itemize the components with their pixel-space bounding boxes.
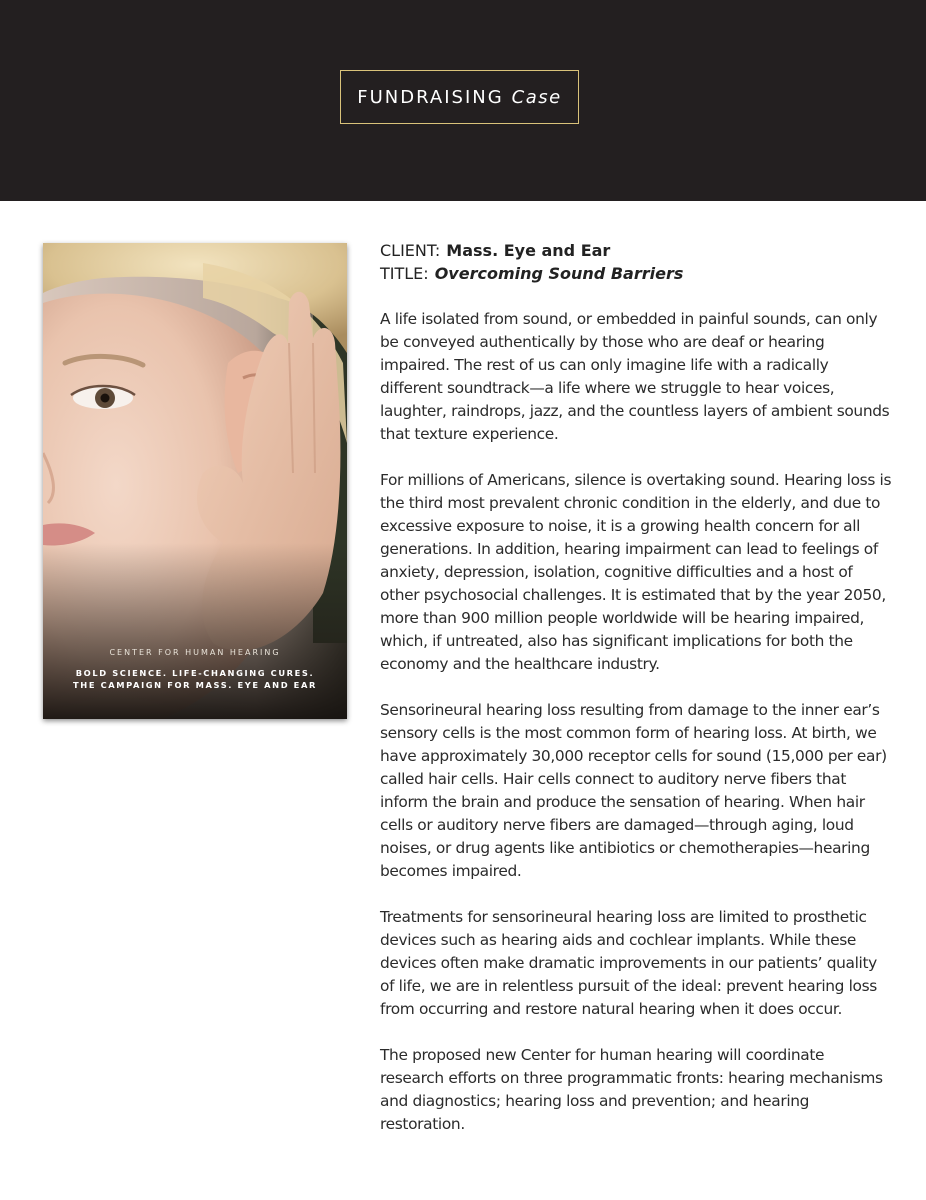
cover-tagline-line1: BOLD SCIENCE. LIFE-CHANGING CURES. (75, 668, 315, 678)
case-body-text (380, 308, 892, 1159)
brochure-cover-image (43, 243, 347, 719)
client-value: Mass. Eye and Ear (446, 241, 611, 260)
body-paragraph: The proposed new Center for human hearing will coordinate research efforts on three programmatic fronts: hearing mechanisms and diagnostics; hearing loss and prevention; and hearing restoration. (380, 1046, 883, 1133)
body-paragraph: For millions of Americans, silence is overtaking sound. Hearing loss is the third most prevalent chronic condition in the elderly, and due to excessive exposure to noise, it is a growing health concern for all generations. In addition, hearing impairment can lead to feelings of anxiety, depression, isolation, cognitive difficulties and a host of other psychosocial challenges. It is estimated that by the year 2050, more than 900 million people worldwide will be hearing impaired, which, if untreated, also has significant implications for both the economy and the healthcare industry. (380, 471, 892, 673)
body-paragraph: Sensorineural hearing loss resulting from damage to the inner ear’s sensory cells is the most common form of hearing loss. At birth, we have approximately 30,000 receptor cells for sound (15,000 per ear) called hair cells. Hair cells connect to auditory nerve fibers that inform the brain and produce the sensation of hearing. When hair cells or auditory nerve fibers are damaged—through aging, loud noises, or drug agents like antibiotics or chemotherapies—hearing becomes impaired. (380, 701, 887, 880)
badge-italic-text: Case (511, 86, 562, 108)
title-row (380, 262, 683, 285)
client-label: CLIENT: (380, 241, 441, 260)
fundraising-case-badge (340, 70, 579, 124)
header-banner (0, 0, 926, 201)
badge-main-text: FUNDRAISING (357, 86, 504, 108)
title-label: TITLE: (380, 264, 429, 283)
body-paragraph: A life isolated from sound, or embedded in painful sounds, can only be conveyed authentically by those who are deaf or hearing impaired. The rest of us can only imagine life with a radically different soundtrack—a life where we struggle to hear voices, laughter, raindrops, jazz, and the countless layers of ambient sounds that texture experience. (380, 310, 890, 443)
cover-kicker-text: CENTER FOR HUMAN HEARING (109, 648, 281, 657)
cover-tagline-line2: THE CAMPAIGN FOR MASS. EYE AND EAR (73, 680, 317, 690)
body-paragraph: Treatments for sensorineural hearing loss are limited to prosthetic devices such as hearing aids and cochlear implants. While these devices often make dramatic improvements in our patients’ quality of life, we are in relentless pursuit of the ideal: prevent hearing loss from occurring and restore natural hearing when it does occur. (380, 908, 877, 1018)
client-row (380, 239, 683, 262)
title-value: Overcoming Sound Barriers (434, 264, 684, 283)
project-meta (380, 239, 683, 285)
